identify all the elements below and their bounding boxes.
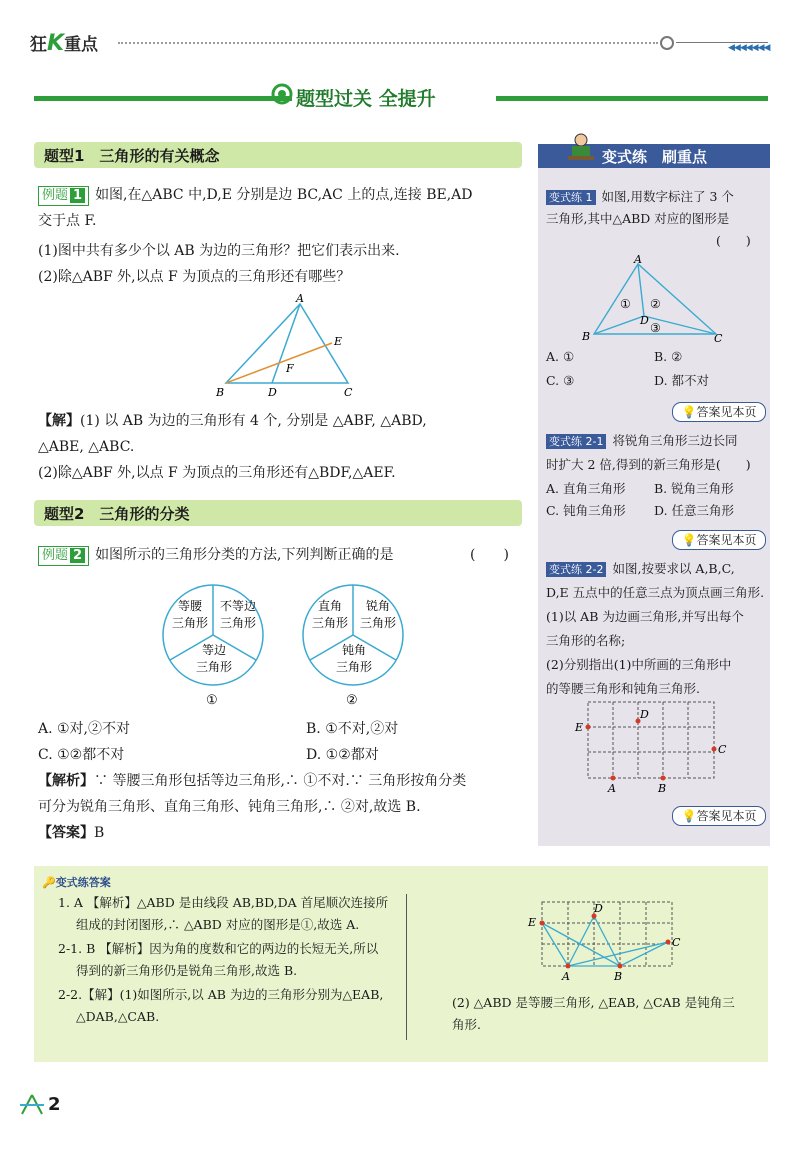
example-2-paren: ( ) — [470, 547, 509, 563]
see-answer-button-2[interactable]: 💡答案见本页 — [672, 530, 766, 550]
answers-divider — [406, 894, 407, 1040]
option-a: A. ①对,②不对 — [38, 721, 131, 737]
answers-title: 🔑变式练答案 — [42, 876, 111, 889]
practice-header-title: 变式练 刷重点 — [602, 148, 708, 166]
practice-3-line5: (2)分别指出(1)中所画的三角形中 — [546, 657, 732, 672]
label-f: F — [286, 362, 294, 375]
practice-2-text1: 将锐角三角形三边长同 — [612, 433, 738, 448]
p1-label-c: C — [714, 332, 723, 344]
practice-1-line2: 三角形,其中△ABD 对应的图形是 — [546, 211, 730, 226]
practice-1-paren: ( ) — [716, 233, 751, 248]
brand-logo — [30, 30, 98, 56]
practice-3-line2: D,E 五点中的任意三点为顶点画三角形. — [546, 585, 765, 600]
arrow-triangles-icon: ◀◀◀◀◀◀◀ — [728, 43, 770, 53]
p2-option-c: C. 钝角三角形 — [546, 503, 626, 518]
c1-seg-a-line2: 三角形 — [172, 616, 209, 630]
solution-1-line2: △ABE, △ABC. — [38, 439, 135, 455]
c1-seg-c-line2: 三角形 — [196, 660, 233, 674]
p2-option-d: D. 任意三角形 — [654, 503, 735, 518]
ans-grid-label-a: A — [562, 970, 570, 983]
answer-2-line2: 得到的新三角形仍是锐角三角形,故选 B. — [76, 963, 298, 978]
topic-2-header — [34, 500, 522, 526]
practice-3-line1 — [546, 558, 735, 579]
example-1-q2: (2)除△ABF 外,以点 F 为顶点的三角形还有哪些？ — [38, 269, 351, 285]
practice-2-line1 — [546, 430, 737, 451]
c1-seg-b-line1: 不等边 — [220, 599, 257, 613]
analysis-text-1: ∵ 等腰三角形包括等边三角形,∴ ①不对.∵ 三角形按角分类 — [94, 773, 467, 789]
practice-1-figure — [578, 252, 728, 344]
triangle-abc-figure — [200, 290, 380, 402]
leaf-swirl-icon — [270, 82, 298, 106]
compass-ruler-icon — [18, 1092, 46, 1118]
answer-1-line1: 1. A 【解析】△ABD 是由线段 AB,BD,DA 首尾顺次连接所 — [58, 895, 389, 910]
banner-bar-right — [496, 96, 768, 101]
example-1-q1: (1)图中共有多少个以 AB 为边的三角形？把它们表示出来. — [38, 243, 400, 259]
label-e: E — [334, 335, 343, 348]
topic-2-title: 题型2 三角形的分类 — [44, 505, 190, 523]
answer-3-line4: 角形. — [452, 1017, 481, 1032]
grid-label-b: B — [658, 782, 667, 795]
analysis-line2: 可分为锐角三角形、直角三角形、钝角三角形,∴ ②对,故选 B. — [38, 799, 421, 815]
key-icon: 🔑 — [42, 876, 56, 889]
answer-grid-figure — [524, 896, 694, 988]
c1-seg-a-line1: 等腰 — [178, 599, 203, 613]
p1-label-a: A — [634, 253, 642, 266]
classification-circles — [158, 582, 408, 712]
p1-num-1: ① — [620, 297, 631, 311]
c2-seg-c-line2: 三角形 — [336, 660, 373, 674]
p1-option-b: B. ② — [654, 349, 683, 364]
topic-1-title: 题型1 三角形的有关概念 — [44, 147, 220, 165]
solution-tag: 【解】 — [38, 413, 80, 429]
c1-seg-b-line2: 三角形 — [220, 616, 257, 630]
student-desk-icon — [566, 132, 596, 166]
c2-seg-b-line1: 锐角 — [366, 599, 391, 613]
practice-1-tag: 变式练 1 — [546, 190, 596, 205]
solution-1-text: (1) 以 AB 为边的三角形有 4 个, 分别是 △ABF, △ABD, — [80, 413, 427, 429]
ans-grid-label-d: D — [594, 902, 603, 915]
p1-num-3: ③ — [650, 321, 661, 335]
c2-seg-a-line2: 三角形 — [312, 616, 349, 630]
practice-3-line6: 的等腰三角形和钝角三角形. — [546, 681, 700, 696]
example-1-question: 如图,在△ABC 中,D,E 分别是边 BC,AC 上的点,连接 BE,AD — [95, 187, 473, 203]
practice-2-line2: 时扩大 2 倍,得到的新三角形是( ) — [546, 457, 751, 472]
answer-line — [38, 822, 104, 844]
label-d: D — [268, 386, 277, 399]
example-1-tag: 例题 1 — [38, 186, 89, 206]
circle-2-label: ② — [346, 693, 358, 708]
ans-grid-label-c: C — [672, 936, 681, 949]
answer-3-line2: △DAB,△CAB. — [76, 1009, 160, 1024]
topic-1-header — [34, 142, 522, 168]
header-ring-icon — [660, 36, 674, 50]
p1-num-2: ② — [650, 297, 661, 311]
practice-3-line3: (1)以 AB 为边画三角形,并写出每个 — [546, 609, 744, 624]
practice-1-line1 — [546, 186, 734, 207]
answer-2-line1: 2-1. B 【解析】因为角的度数和它的两边的长短无关,所以 — [58, 941, 379, 956]
grid-label-a: A — [608, 782, 616, 795]
section-banner-title: 题型过关 全提升 — [296, 88, 436, 110]
circle-2 — [303, 585, 403, 708]
p2-option-b: B. 锐角三角形 — [654, 481, 734, 496]
c2-seg-a-line1: 直角 — [318, 599, 343, 613]
p2-option-a: A. 直角三角形 — [546, 481, 626, 496]
brand-suffix: 重点 — [64, 35, 99, 55]
practice-3-text1: 如图,按要求以 A,B,C, — [612, 561, 735, 576]
option-b: B. ①不对,②对 — [306, 721, 399, 737]
answer-tag: 【答案】 — [38, 825, 94, 841]
brand-k: K — [47, 31, 65, 56]
label-c: C — [344, 386, 353, 399]
p1-option-d: D. 都不对 — [654, 373, 710, 388]
see-answer-button-1[interactable]: 💡答案见本页 — [672, 402, 766, 422]
c2-seg-b-line2: 三角形 — [360, 616, 397, 630]
lightbulb-icon: 💡 — [681, 533, 697, 547]
p1-label-d: D — [640, 314, 649, 327]
answer-3-line1: 2-2.【解】(1)如图所示,以 AB 为边的三角形分别为△EAB, — [58, 987, 384, 1002]
answer-3-line3: (2) △ABD 是等腰三角形, △EAB, △CAB 是钝角三 — [452, 995, 735, 1010]
answer-1-line2: 组成的封闭图形,∴ △ABD 对应的图形是①,故选 A. — [76, 917, 360, 932]
example-2-question: 如图所示的三角形分类的方法,下列判断正确的是 — [95, 547, 394, 563]
see-answer-button-3[interactable]: 💡答案见本页 — [672, 806, 766, 826]
grid-label-e: E — [575, 721, 584, 734]
practice-2-tag: 变式练 2-1 — [546, 434, 606, 449]
example-2-line — [38, 544, 394, 566]
c2-seg-c-line1: 钝角 — [342, 643, 367, 657]
brand-prefix: 狂 — [30, 35, 47, 55]
segment-be — [226, 343, 332, 383]
solution-1-line3: (2)除△ABF 外,以点 F 为顶点的三角形还有△BDF,△AEF. — [38, 465, 396, 481]
label-a: A — [296, 292, 304, 305]
p1-label-b: B — [582, 330, 591, 343]
grid-figure — [570, 696, 730, 796]
grid-label-d: D — [640, 708, 649, 721]
page-number: 2 — [48, 1094, 61, 1115]
option-c: C. ①②都不对 — [38, 747, 125, 763]
grid-label-c: C — [718, 743, 727, 756]
circle-1-label: ① — [206, 693, 218, 708]
lightbulb-icon: 💡 — [681, 809, 697, 823]
c1-seg-c-line1: 等边 — [202, 643, 227, 657]
answer-value: B — [94, 825, 105, 841]
banner-bar-left — [34, 96, 292, 101]
p1-option-a: A. ① — [546, 349, 575, 364]
ans-grid-label-e: E — [528, 916, 537, 929]
example-2-tag: 例题 2 — [38, 546, 89, 566]
option-d: D. ①②都对 — [306, 747, 379, 763]
circle-1 — [163, 585, 263, 708]
solution-1-line1 — [38, 410, 427, 432]
lightbulb-icon: 💡 — [681, 405, 697, 419]
practice-3-line4: 三角形的名称; — [546, 633, 626, 648]
ans-grid-label-b: B — [614, 970, 623, 983]
analysis-tag: 【解析】 — [38, 773, 94, 789]
analysis-line1 — [38, 770, 466, 792]
label-b: B — [216, 386, 225, 399]
example-1-line2: 交于点 F. — [38, 213, 97, 229]
p1-option-c: C. ③ — [546, 373, 575, 388]
practice-1-text1: 如图,用数字标注了 3 个 — [601, 189, 734, 204]
practice-3-tag: 变式练 2-2 — [546, 562, 606, 577]
header-dotted-line — [118, 42, 658, 44]
example-1-line1 — [38, 184, 473, 206]
